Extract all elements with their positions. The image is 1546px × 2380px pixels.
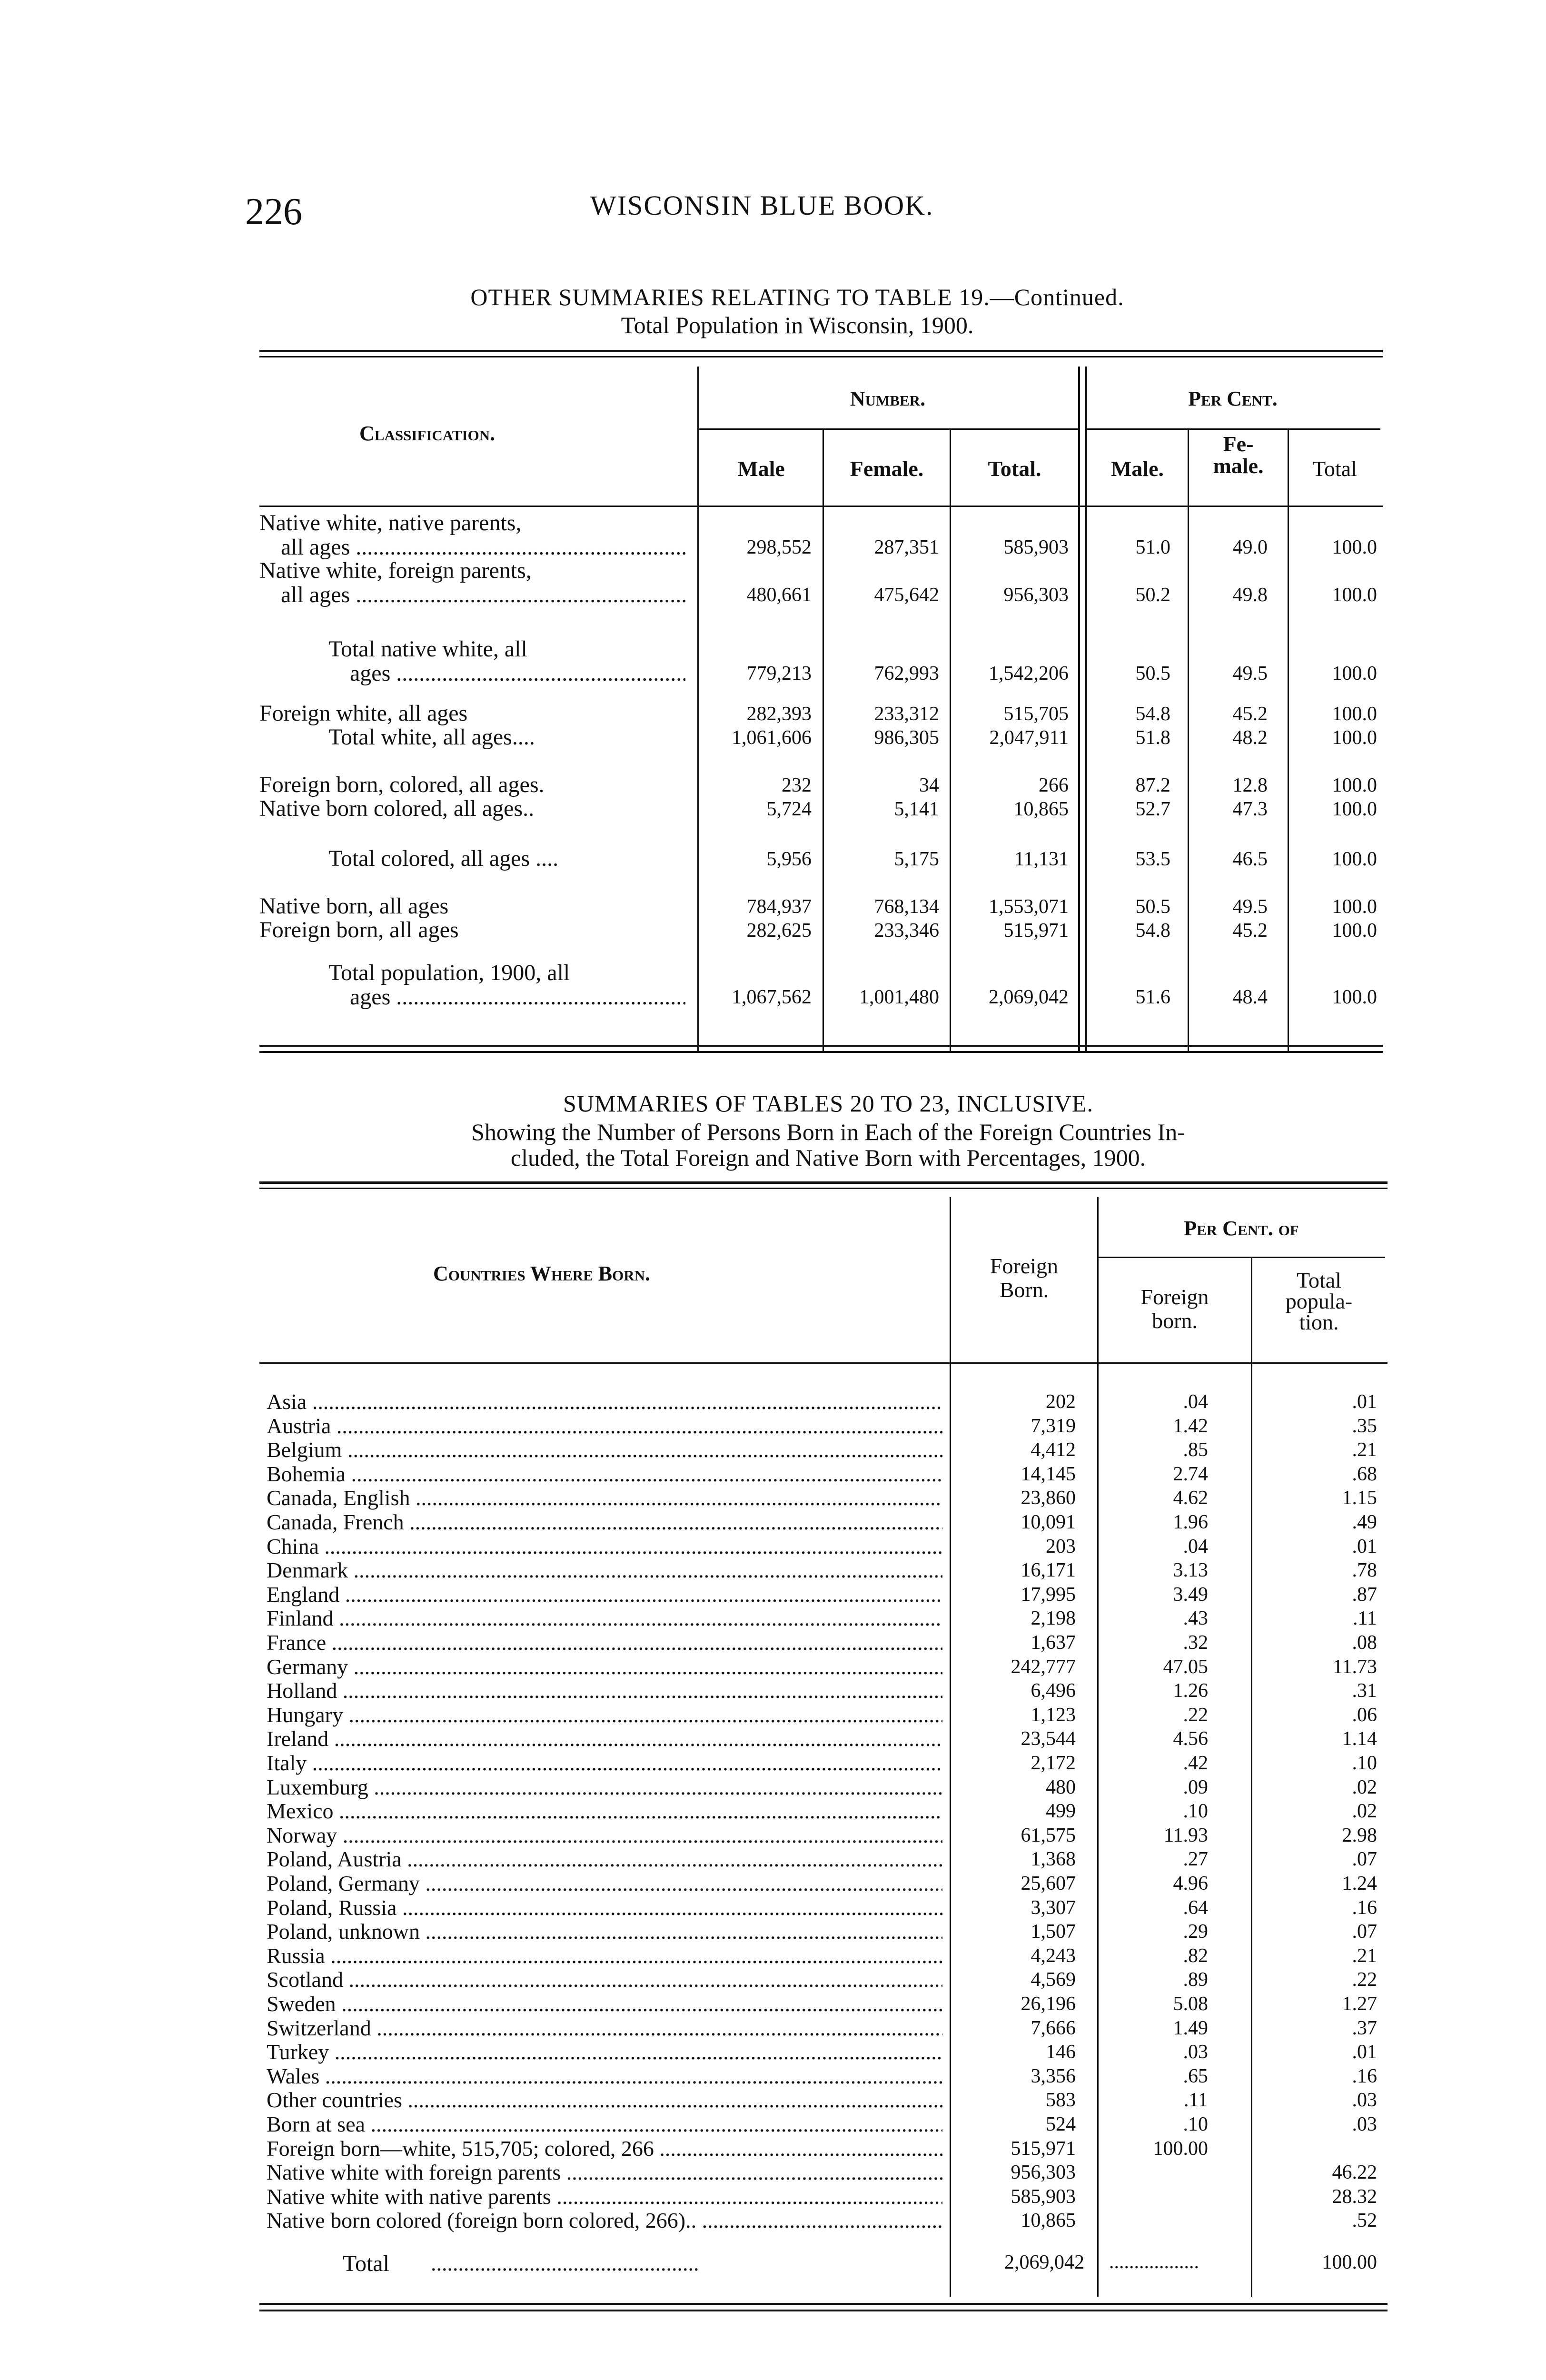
t1-row-label-2: all ages ..... [281,583,685,607]
cell-foreign: 7,666 [1031,2017,1076,2039]
t1-cell-pm: 50.5 [1135,896,1170,918]
country-label: Italy ..... [267,1751,942,1775]
country-label: Holland ..... [267,1679,942,1703]
cell-pct-foreign: 11.93 [1164,1825,1208,1846]
t1-cell-female: 1,001,480 [859,986,939,1008]
country-label: Turkey ..... [267,2040,942,2064]
country-label: Scotland ..... [267,1968,942,1992]
cell-foreign: 14,145 [1021,1463,1076,1485]
cell-pct-total: .10 [1352,1752,1377,1774]
t1-cell-pf: 47.3 [1232,798,1268,820]
t1-cell-pm: 53.5 [1135,848,1170,870]
cell-foreign: 146 [1046,2041,1076,2063]
cell-pct-foreign: .29 [1183,1921,1208,1943]
country-label: Asia ..... [267,1390,942,1414]
country-label: Ireland ..... [267,1727,942,1751]
t1-cell-pt: 100.0 [1332,798,1377,820]
cell-foreign: 26,196 [1021,1993,1076,2015]
cell-foreign: 583 [1046,2089,1076,2111]
country-label: Belgium ..... [267,1438,942,1462]
t1-cell-male: 5,956 [766,848,812,870]
page-number: 226 [245,191,302,233]
cell-pct-total: .78 [1352,1559,1377,1581]
t1-cell-pt: 100.0 [1332,986,1377,1008]
country-label: Finland ..... [267,1606,942,1630]
cell-pct-total: .03 [1352,2089,1377,2111]
running-head: WISCONSIN BLUE BOOK. [590,190,934,221]
col-pct-male: Male. [1110,456,1164,481]
cell-pct-total: .37 [1352,2017,1377,2039]
cell-foreign: 515,971 [1011,2138,1076,2160]
cell-pct-total: .01 [1352,1391,1377,1413]
t1-cell-female: 233,312 [874,703,939,725]
t1-row-label: Native white, native parents, [259,510,522,536]
total-label: Total [343,2251,389,2276]
t1-cell-pt: 100.0 [1332,727,1377,749]
country-label: Native born colored (foreign born colored, 266).. ..... [267,2209,942,2232]
t1-row-label: Foreign born, all ages [259,917,459,942]
cell-foreign: 4,569 [1031,1969,1076,1991]
t1-row-label: Native white, foreign parents, [259,558,532,583]
t1-cell-pm: 50.5 [1135,663,1170,684]
cell-pct-foreign: .04 [1183,1536,1208,1557]
t1-cell-total: 1,553,071 [989,896,1069,918]
cell-pct-foreign: .42 [1183,1752,1208,1774]
cell-pct-foreign: .22 [1183,1704,1208,1726]
col-pct-foreign-born: Foreign born. [1140,1285,1209,1333]
cell-foreign: 7,319 [1031,1415,1076,1437]
cell-foreign: 16,171 [1021,1559,1076,1581]
cell-pct-total: .01 [1352,2041,1377,2063]
col-pct-total: Total [1312,456,1357,481]
t1-cell-female: 287,351 [874,536,939,558]
number-header: Number. [850,387,926,410]
cell-foreign: 202 [1046,1391,1076,1413]
cell-pct-foreign: 4.56 [1173,1728,1208,1750]
t1-cell-pt: 100.0 [1332,584,1377,606]
cell-pct-total: 1.15 [1342,1487,1377,1509]
cell-pct-total: .07 [1352,1848,1377,1870]
total-pct-total: 100.00 [1322,2251,1377,2273]
t1-cell-total: 585,903 [1003,536,1069,558]
t1-cell-total: 515,971 [1003,920,1069,942]
country-label: France ..... [267,1631,942,1655]
t1-cell-pf: 48.2 [1232,727,1268,749]
cell-pct-foreign: .85 [1183,1439,1208,1461]
cell-pct-foreign: .43 [1183,1607,1208,1629]
table2-subtitle-1: Showing the Number of Persons Born in Each of the Foreign Countries In- [471,1119,1185,1145]
cell-pct-foreign: .32 [1183,1632,1208,1654]
cell-pct-total: .21 [1352,1439,1377,1461]
cell-pct-foreign: .04 [1183,1391,1208,1413]
t1-cell-female: 762,993 [874,663,939,684]
t1-row-label: Total white, all ages.... [328,724,535,750]
cell-pct-foreign: .27 [1183,1848,1208,1870]
t1-cell-total: 956,303 [1003,584,1069,606]
country-label: Poland, unknown ..... [267,1920,942,1944]
cell-pct-foreign: 4.62 [1173,1487,1208,1509]
cell-pct-total: .31 [1352,1680,1377,1702]
country-label: Poland, Austria ..... [267,1847,942,1871]
t1-cell-pf: 45.2 [1232,920,1268,942]
t1-cell-total: 2,047,911 [989,727,1069,749]
cell-pct-total: .02 [1352,1776,1377,1798]
t1-cell-female: 5,175 [894,848,939,870]
cell-pct-total: .11 [1353,1607,1377,1629]
cell-foreign: 499 [1046,1800,1076,1822]
total-foreign-born: 2,069,042 [1004,2251,1084,2273]
cell-pct-total: .68 [1352,1463,1377,1485]
t1-cell-male: 298,552 [746,536,812,558]
cell-pct-foreign: 3.49 [1173,1584,1208,1606]
cell-foreign: 524 [1046,2113,1076,2135]
cell-foreign: 203 [1046,1536,1076,1557]
cell-foreign: 1,123 [1031,1704,1076,1726]
t1-row-label-2: all ages ..... [281,536,685,559]
t1-cell-total: 11,131 [1014,848,1069,870]
t1-cell-male: 232 [782,774,812,796]
t1-cell-pm: 51.0 [1135,536,1170,558]
table2-subtitle-2: cluded, the Total Foreign and Native Born with Percentages, 1900. [510,1144,1146,1171]
t1-row-label: Total colored, all ages .... [328,846,559,871]
cell-pct-total: .06 [1352,1704,1377,1726]
t1-cell-male: 282,625 [746,920,812,942]
cell-pct-total: 1.24 [1342,1873,1377,1894]
t1-row-label: Foreign white, all ages [259,701,468,726]
cell-pct-foreign: 4.96 [1173,1873,1208,1894]
t1-cell-pm: 51.8 [1135,727,1170,749]
country-label: Germany ..... [267,1655,942,1679]
cell-foreign: 2,198 [1031,1607,1076,1629]
cell-foreign: 23,544 [1021,1728,1076,1750]
t1-cell-male: 1,067,562 [732,986,812,1008]
cell-pct-foreign: 1.26 [1173,1680,1208,1702]
percent-header: Per Cent. [1188,387,1278,410]
t1-cell-pf: 45.2 [1232,703,1268,725]
t1-cell-pf: 49.5 [1232,663,1268,684]
table1-top-rule [259,350,1383,352]
cell-pct-total: 28.32 [1332,2186,1377,2208]
t1-cell-pm: 54.8 [1135,703,1170,725]
t1-cell-pm: 50.2 [1135,584,1170,606]
cell-pct-foreign: .65 [1183,2065,1208,2087]
cell-pct-total: .01 [1352,1536,1377,1557]
cell-foreign: 480 [1046,1776,1076,1798]
country-label: Hungary ..... [267,1703,942,1727]
t1-cell-female: 986,305 [874,727,939,749]
country-label: Austria ..... [267,1414,942,1438]
cell-pct-foreign: .09 [1183,1776,1208,1798]
country-label: Luxemburg ..... [267,1775,942,1799]
cell-pct-total: .21 [1352,1945,1377,1967]
t1-cell-pm: 51.6 [1135,986,1170,1008]
cell-pct-foreign: .10 [1183,1800,1208,1822]
cell-foreign: 23,860 [1021,1487,1076,1509]
cell-foreign: 1,368 [1031,1848,1076,1870]
t1-row-label: Total population, 1900, all [328,960,570,985]
t1-cell-female: 475,642 [874,584,939,606]
cell-pct-total: 1.14 [1342,1728,1377,1750]
country-label: Russia ..... [267,1944,942,1968]
t1-row-label-2: ages ..... [350,985,685,1009]
country-label: Bohemia ..... [267,1462,942,1486]
table1-subtitle: Total Population in Wisconsin, 1900. [621,312,974,338]
t1-cell-total: 1,542,206 [989,663,1069,684]
cell-foreign: 6,496 [1031,1680,1076,1702]
t1-cell-total: 515,705 [1003,703,1069,725]
cell-pct-total: .03 [1352,2113,1377,2135]
t1-cell-pf: 49.8 [1232,584,1268,606]
cell-pct-foreign: .11 [1184,2089,1208,2111]
cell-pct-foreign: 1.42 [1173,1415,1208,1437]
col-male: Male [737,456,785,481]
cell-pct-total: .07 [1352,1921,1377,1943]
cell-pct-foreign: 5.08 [1173,1993,1208,2015]
cell-pct-foreign: .82 [1183,1945,1208,1967]
cell-pct-foreign: 3.13 [1173,1559,1208,1581]
cell-foreign: 10,091 [1021,1511,1076,1533]
cell-foreign: 3,356 [1031,2065,1076,2087]
t1-cell-female: 233,346 [874,920,939,942]
t1-cell-male: 784,937 [746,896,812,918]
t1-cell-pf: 46.5 [1232,848,1268,870]
col-total: Total. [988,456,1041,481]
t1-cell-pf: 49.0 [1232,536,1268,558]
cell-pct-foreign: .64 [1183,1897,1208,1919]
cell-pct-total: .16 [1352,2065,1377,2087]
country-label: England ..... [267,1583,942,1606]
cell-pct-total: .02 [1352,1800,1377,1822]
t1-cell-male: 1,061,606 [732,727,812,749]
t1-cell-female: 768,134 [874,896,939,918]
cell-foreign: 956,303 [1011,2162,1076,2183]
table2-title: SUMMARIES OF TABLES 20 TO 23, INCLUSIVE. [563,1090,1093,1117]
country-label: Poland, Germany ..... [267,1872,942,1895]
country-label: Norway ..... [267,1824,942,1847]
col-pct-female: Fe- male. [1213,432,1264,478]
t1-cell-male: 282,393 [746,703,812,725]
t1-cell-pt: 100.0 [1332,848,1377,870]
t1-row-label: Native born, all ages [259,893,449,919]
table1-top-rule-2 [259,356,1383,357]
cell-pct-foreign: 47.05 [1163,1656,1208,1678]
cell-foreign: 10,865 [1021,2210,1076,2231]
t1-row-label: Total native white, all [328,636,527,662]
t1-row-label: Native born colored, all ages.. [259,796,535,821]
t1-cell-total: 10,865 [1013,798,1069,820]
t1-cell-pt: 100.0 [1332,536,1377,558]
cell-foreign: 4,412 [1031,1439,1076,1461]
cell-pct-foreign: 1.96 [1173,1511,1208,1533]
cell-pct-foreign: .10 [1183,2113,1208,2135]
cell-foreign: 4,243 [1031,1945,1076,1967]
t1-cell-pt: 100.0 [1332,920,1377,942]
cell-pct-foreign: 100.00 [1153,2138,1208,2160]
percent-of-header: Per Cent. of [1184,1217,1299,1240]
t1-cell-pt: 100.0 [1332,703,1377,725]
t1-cell-male: 779,213 [746,663,812,684]
cell-foreign: 1,637 [1031,1632,1076,1654]
foreign-born-header: Foreign Born. [990,1254,1059,1302]
t1-cell-female: 5,141 [894,798,939,820]
t1-cell-male: 480,661 [746,584,812,606]
t1-cell-female: 34 [919,774,939,796]
total-label-leader: ................................................. [431,2251,699,2275]
t1-cell-total: 266 [1039,774,1069,796]
country-label: China ..... [267,1535,942,1558]
t1-cell-pm: 52.7 [1135,798,1170,820]
cell-pct-foreign: .03 [1183,2041,1208,2063]
cell-foreign: 585,903 [1011,2186,1076,2208]
t1-cell-pf: 48.4 [1232,986,1268,1008]
classification-header: Classification. [359,422,496,445]
cell-pct-foreign: 1.49 [1173,2017,1208,2039]
country-label: Sweden ..... [267,1992,942,2016]
t1-cell-pf: 12.8 [1232,774,1268,796]
cell-pct-total: .49 [1352,1511,1377,1533]
t1-cell-male: 5,724 [766,798,812,820]
col-pct-total-population: Total popula- tion. [1285,1268,1353,1334]
country-label: Canada, French ..... [267,1510,942,1534]
t1-cell-pm: 54.8 [1135,920,1170,942]
t1-cell-pt: 100.0 [1332,663,1377,684]
country-label: Poland, Russia ..... [267,1896,942,1920]
cell-pct-total: .16 [1352,1897,1377,1919]
cell-pct-total: 11.73 [1333,1656,1377,1678]
cell-foreign: 3,307 [1031,1897,1076,1919]
t1-cell-total: 2,069,042 [989,986,1069,1008]
country-label: Switzerland ..... [267,2016,942,2040]
country-label: Foreign born—white, 515,705; colored, 266 ..... [267,2137,942,2161]
cell-foreign: 1,507 [1031,1921,1076,1943]
cell-pct-total: .22 [1352,1969,1377,1991]
table1-title: OTHER SUMMARIES RELATING TO TABLE 19.—Continued. [470,284,1124,310]
country-label: Native white with native parents ..... [267,2185,942,2209]
t1-cell-pf: 49.5 [1232,896,1268,918]
cell-foreign: 17,995 [1021,1584,1076,1606]
t1-cell-pt: 100.0 [1332,896,1377,918]
t1-row-label-2: ages ..... [350,662,685,685]
cell-foreign: 61,575 [1021,1825,1076,1846]
country-label: Wales ..... [267,2064,942,2088]
cell-pct-foreign: 2.74 [1173,1463,1208,1485]
country-label: Other countries ..... [267,2088,942,2112]
cell-pct-foreign: .89 [1183,1969,1208,1991]
t1-cell-pm: 87.2 [1135,774,1170,796]
cell-pct-total: 46.22 [1332,2162,1377,2183]
cell-foreign: 25,607 [1021,1873,1076,1894]
cell-foreign: 2,172 [1031,1752,1076,1774]
country-label: Native white with foreign parents ..... [267,2161,942,2184]
country-label: Mexico ..... [267,1799,942,1823]
country-label: Canada, English ..... [267,1486,942,1510]
countries-header: Countries Where Born. [433,1262,651,1285]
t1-row-label: Foreign born, colored, all ages. [259,772,545,797]
cell-pct-total: .35 [1352,1415,1377,1437]
cell-foreign: 242,777 [1011,1656,1076,1678]
country-label: Born at sea ..... [267,2112,942,2136]
country-label: Denmark ..... [267,1558,942,1582]
cell-pct-total: .87 [1352,1584,1377,1606]
cell-pct-total: .52 [1352,2210,1377,2231]
col-female: Female. [850,456,924,481]
cell-pct-total: .08 [1352,1632,1377,1654]
total-leader-dots: .................. [1109,2251,1199,2273]
cell-pct-total: 1.27 [1342,1993,1377,2015]
cell-pct-total: 2.98 [1342,1825,1377,1846]
t1-cell-pt: 100.0 [1332,774,1377,796]
